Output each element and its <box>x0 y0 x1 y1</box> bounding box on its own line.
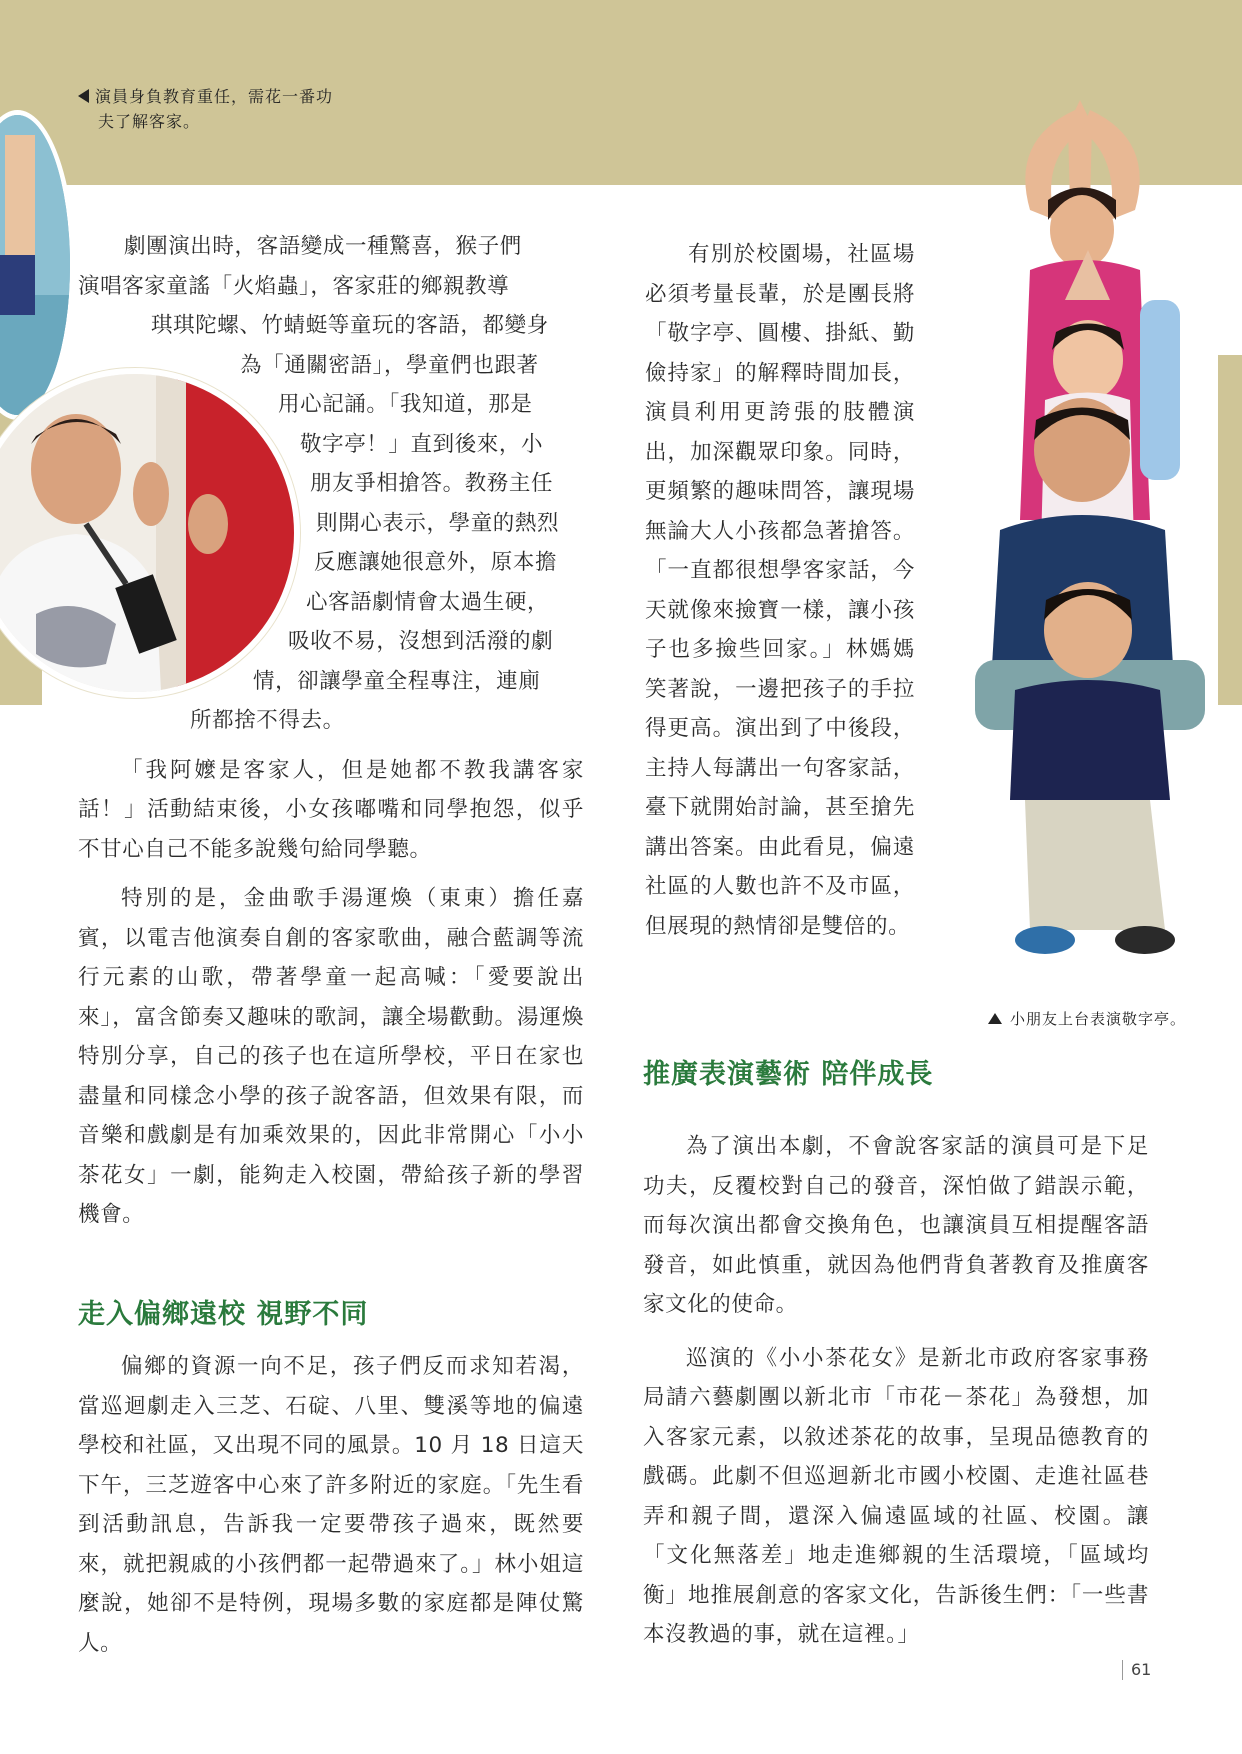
right-paragraph-1: 有別於校園場，社區場必須考量長輩，於是團長將「敬字亭、圓樓、掛紙、勤儉持家」的解釋時間加長，演員利用更誇張的肢體演出，加深觀眾印象。同時，更頻繁的趣味問答，讓現場無論大人小孩都急著搶答。「一直都很想學客家話，今天就像來撿寶一樣，讓小孩子也多撿些回家。」林媽媽笑著說，一邊把孩子的手拉得更高。演出到了中後段，主持人每講出一句客家話，臺下就開始討論，甚至搶先講出答案。由此看見，偏遠社區的人數也許不及市區，但展現的熱情卻是雙倍的。 <box>645 242 915 939</box>
text-line: 敬字亭！」直到後來，小 <box>300 431 544 457</box>
kids-photo-caption: 小朋友上台表演敬字亭。 <box>988 1008 1186 1029</box>
left-paragraph-2: 「我阿嬤是客家人，但是她都不教我講客家話！」活動結束後，小女孩嘟嘴和同學抱怨，似乎不甘心自己不能多說幾句給同學聽。 <box>78 757 584 862</box>
text-line: 所都捨不得去。 <box>190 708 345 733</box>
photo-kids-performing <box>970 100 1242 970</box>
caption-arrow-icon <box>78 89 89 103</box>
right-section-heading: 推廣表演藝術 陪伴成長 <box>643 1059 934 1090</box>
right-column-lower <box>643 1127 1149 1665</box>
left-section-heading: 走入偏鄉遠校 視野不同 <box>78 1299 369 1330</box>
text-line: 反應讓她很意外，原本擔 <box>314 550 558 575</box>
text-line: 吸收不易，沒想到活潑的劇 <box>288 629 554 654</box>
text-line: 琪琪陀螺、竹蜻蜓等童玩的客語，都變身 <box>151 313 549 338</box>
right-paragraph-2: 為了演出本劇，不會說客家話的演員可是下足功夫，反覆校對自己的發音，深怕做了錯誤示範，而每次演出都會交換角色，也讓演員互相提醒客語發音，如此慎重，就因為他們背負著教育及推廣客家文化的使命。 <box>643 1134 1149 1317</box>
text-line: 演唱客家童謠「火焰蟲」，客家莊的鄉親教導 <box>78 273 510 299</box>
caption-arrow-icon <box>988 1013 1002 1024</box>
text-line: 則開心表示，學童的熱烈 <box>316 510 560 536</box>
text-line: 用心記誦。「我知道，那是 <box>278 392 533 417</box>
right-paragraph-3: 巡演的《小小茶花女》是新北市政府客家事務局請六藝劇團以新北市「市花－茶花」為發想，加入客家元素，以敘述茶花的故事，呈現品德教育的戲碼。此劇不但巡迴新北市國小校園、走進社區巷弄和親子間，還深入偏遠區域的社區、校園。讓「文化無落差」地走進鄉親的生活環境，「區域均衡」地推展創意的客家文化，告訴後生們：「一些書本沒教過的事，就在這裡。」 <box>643 1345 1149 1647</box>
text-line: 為「通關密語」，學童們也跟著 <box>240 352 539 378</box>
page-number: 61 <box>1122 1660 1151 1680</box>
left-paragraph-4: 偏鄉的資源一向不足，孩子們反而求知若渴，當巡迴劇走入三芝、石碇、八里、雙溪等地的偏遠學校和社區，又出現不同的風景。10 月 18 日這天下午，三芝遊客中心來了許多附近的家庭。「先生看到活動訊息，告訴我一定要帶孩子過來，既然要來，就把親戚的小孩們都一起帶過來了。」林小姐這麼說，她卻不是特例，現場多數的家庭都是陣仗驚人。 <box>78 1354 584 1656</box>
left-column <box>78 227 584 1245</box>
left-column-lower <box>78 1347 584 1673</box>
photo-kids-drawing <box>970 100 1242 970</box>
left-paragraph-1 <box>78 227 584 741</box>
text-line: 情，卻讓學童全程專注，連廁 <box>253 668 541 694</box>
text-line: 朋友爭相搶答。教務主任 <box>310 471 554 496</box>
text-line: 心客語劇情會太過生硬， <box>306 589 550 615</box>
left-paragraph-3: 特別的是，金曲歌手湯運煥（東東）擔任嘉賓，以電吉他演奏自創的客家歌曲，融合藍調等流行元素的山歌，帶著學童一起高喊：「愛要說出來」，富含節奏又趣味的歌詞，讓全場歡動。湯運煥特別分享，自己的孩子也在這所學校，平日在家也盡量和同樣念小學的孩子說客語，但效果有限，而音樂和戲劇是有加乘效果的，因此非常開心「小小茶花女」一劇，能夠走入校園，帶給孩子新的學習機會。 <box>78 886 584 1227</box>
top-photo-caption: 演員身負教育重任，需花一番功 夫了解客家。 <box>78 84 378 134</box>
text-line: 劇團演出時，客語變成一種驚喜，猴子們 <box>124 234 522 259</box>
photo-performer-sliver-drawing <box>0 115 70 415</box>
right-column <box>645 235 915 956</box>
